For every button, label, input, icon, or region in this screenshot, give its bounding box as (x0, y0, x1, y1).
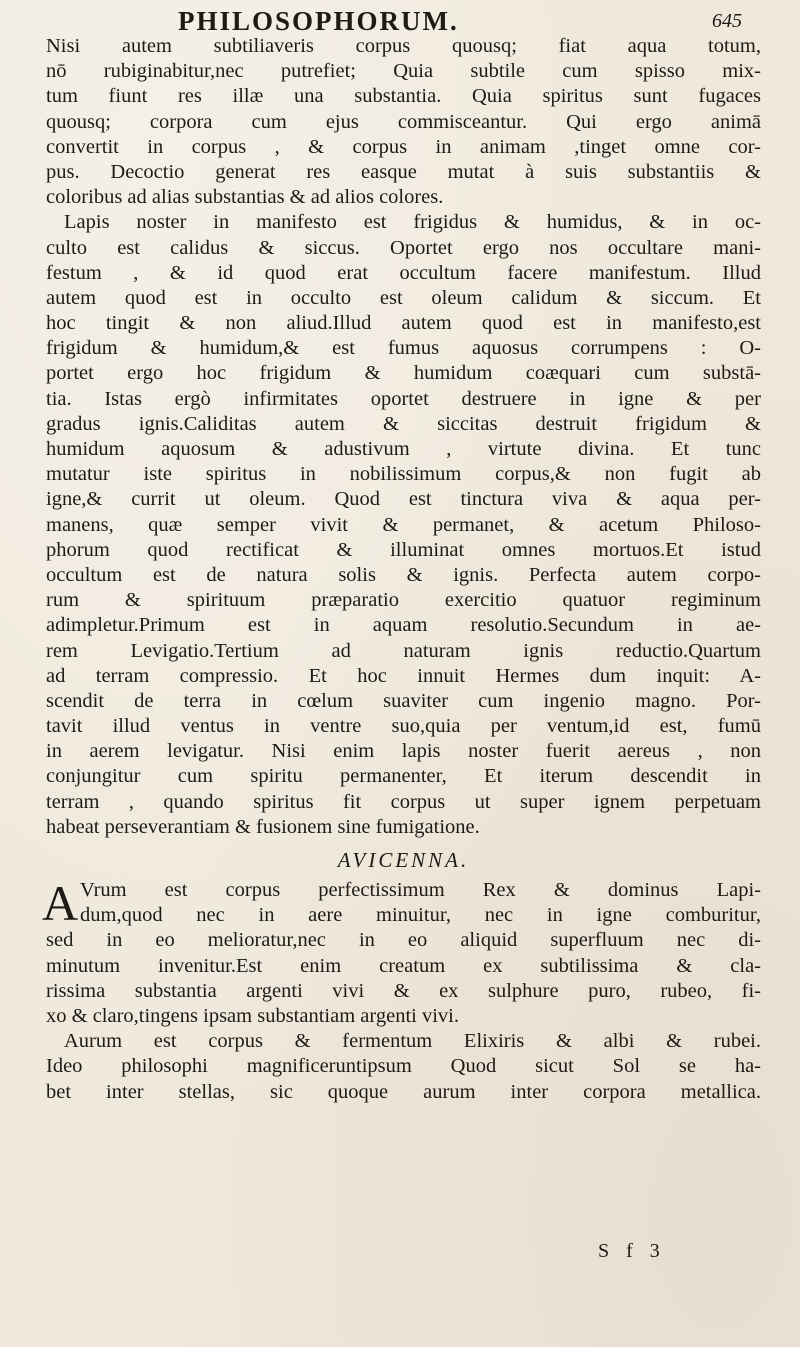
text-line: xo & claro,tingens ipsam substantiam argenti vivi. (46, 1004, 459, 1027)
text-line: tum fiunt res illæ una substantia. Quia spiritus sunt fugaces (46, 85, 761, 108)
text-line: phorum quod rectificat & illuminat omnes mortuos.Et istud (46, 538, 761, 561)
text-line: bet inter stellas, sic quoque aurum inter corpora metallica. (46, 1080, 761, 1103)
text-line: in aerem levigatur. Nisi enim lapis noster fuerit aereus , non (46, 740, 761, 763)
text-line: portet ergo hoc frigidum & humidum coæquari cum substā- (46, 362, 761, 385)
running-title: PHILOSOPHORUM. (178, 6, 459, 36)
section-heading: AVICENNA. (337, 848, 470, 872)
text-line: igne,& currit ut oleum. Quod est tinctura viva & aqua per- (46, 488, 761, 511)
text-line: habeat perseverantiam & fusionem sine fumigatione. (46, 815, 480, 838)
text-line: autem quod est in occulto est oleum calidum & siccum. Et (46, 286, 761, 309)
text-line: ad terram compressio. Et hoc innuit Hermes dum inquit: A- (46, 664, 761, 687)
text-line (46, 903, 761, 928)
page-number: 645 (712, 10, 742, 32)
paragraph-1 (46, 34, 761, 210)
text-line: culto est calidus & siccus. Oportet ergo nos occultare mani- (46, 236, 761, 259)
text-line: coloribus ad alias substantias & ad alios colores. (46, 186, 444, 209)
text-line: festum , & id quod erat occultum facere manifestum. Illud (46, 261, 761, 284)
text-line: rissima substantia argenti vivi & ex sulphure puro, rubeo, fi- (46, 979, 761, 1002)
text-line: occultum est de natura solis & ignis. Perfecta autem corpo- (46, 563, 761, 586)
text-line-content: Vrum est corpus perfectissimum Rex & dominus Lapi- (80, 879, 761, 901)
text-line: nō rubiginabitur,nec putrefiet; Quia subtile cum spisso mix- (46, 60, 761, 83)
text-line: pus. Decoctio generat res easque mutat à suis substantiis & (46, 160, 761, 183)
text-line: convertit in corpus , & corpus in animam ,tinget omne cor- (46, 135, 761, 158)
text-line: frigidum & humidum,& est fumus aquosus corrumpens : O- (46, 337, 761, 360)
text-line-content: dum,quod nec in aere minuitur, nec in igne comburitur, (80, 904, 761, 927)
text-line: Lapis noster in manifesto est frigidus & humidus, & in oc- (64, 211, 761, 234)
drop-cap: A (42, 875, 79, 931)
text-line: adimpletur.Primum est in aquam resolutio.Secundum in ae- (46, 614, 761, 637)
signature-mark: S f 3 (598, 1240, 666, 1262)
text-line: Aurum est corpus & fermentum Elixiris & albi & rubei. (64, 1030, 761, 1053)
text-line: rum & spirituum præparatio exercitio quatuor regiminum (46, 589, 761, 612)
text-line: tavit illud ventus in ventre suo,quia per ventum,id est, fumū (46, 715, 761, 738)
text-line: terram , quando spiritus fit corpus ut super ignem perpetuam (46, 790, 761, 813)
text-line: manens, quæ semper vivit & permanet, & acetum Philoso- (46, 513, 761, 536)
text-line: gradus ignis.Caliditas autem & siccitas destruit frigidum & (46, 412, 761, 435)
text-line: tia. Istas ergò infirmitates oportet destruere in igne & per (46, 387, 761, 410)
paragraph-2 (46, 210, 761, 840)
text-line: conjungitur cum spiritu permanenter, Et iterum descendit in (46, 765, 761, 788)
text-block (42, 34, 761, 1105)
text-line: Ideo philosophi magnificeruntipsum Quod sicut Sol se ha- (46, 1055, 761, 1078)
text-line: humidum aquosum & adustivum , virtute divina. Et tunc (46, 438, 761, 460)
text-line: quousq; corpora cum ejus commisceantur. Qui ergo animā (46, 110, 761, 133)
text-line: scendit de terra in cœlum suaviter cum ingenio magno. Por- (46, 689, 761, 712)
text-line: sed in eo melioratur,nec in eo aliquid superfluum nec di- (46, 929, 761, 952)
text-line: minutum invenitur.Est enim creatum ex subtilissima & cla- (46, 954, 761, 977)
text-line: hoc tingit & non aliud.Illud autem quod est in manifesto,est (46, 312, 761, 335)
text-line: Nisi autem subtiliaveris corpus quousq; fiat aqua totum, (46, 35, 761, 57)
avicenna-section (42, 875, 761, 1105)
text-line: mutatur iste spiritus in nobilissimum corpus,& non fugit ab (46, 463, 761, 486)
text-line: rem Levigatio.Tertium ad naturam ignis reductio.Quartum (46, 639, 761, 662)
running-head (50, 6, 750, 36)
